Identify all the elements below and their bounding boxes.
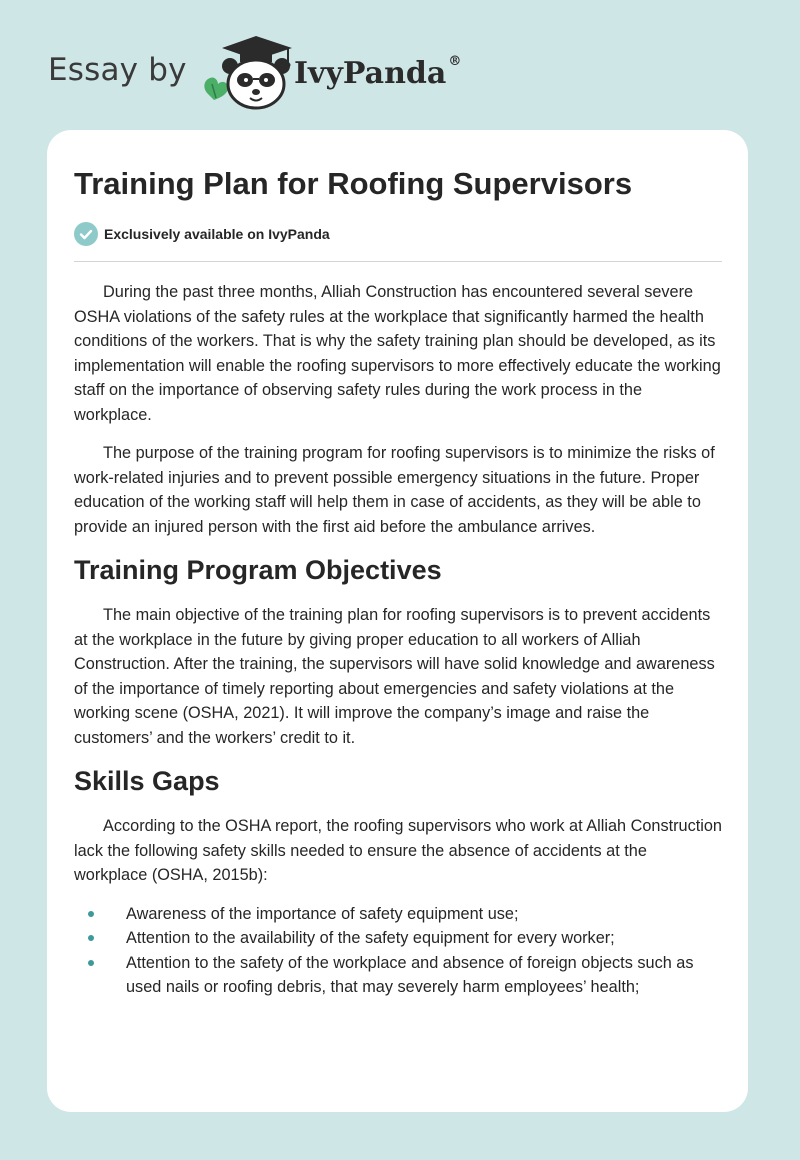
exclusive-badge [74,222,330,246]
list-item-text: Attention to the availability of the safety equipment for every worker; [126,929,615,947]
article-card [47,130,748,1112]
list-item-text: Attention to the safety of the workplace and absence of foreign objects such as used nails or roofing debris, that may severely harm employees’ health; [126,953,694,996]
paragraph: According to the OSHA report, the roofing supervisors who work at Alliah Construction lack the following safety skills needed to ensure the absence of accidents at the workplace (OSHA, 2015b): [74,817,722,884]
panda-logo-icon [200,32,300,112]
bullet-icon [88,935,94,941]
paragraph: During the past three months, Alliah Construction has encountered several severe OSHA violations of the safety rules at the workplace that significantly harmed the health conditions of the workers. That is why the safety training plan should be developed, as its implementation will enable the roofing supervisors to more effectively educate the working staff on the importance of observing safety rules during the work process in the workplace. [74,283,721,424]
article-body [74,280,722,1000]
list-item [74,951,722,1000]
list-item [74,926,722,951]
section-heading-skills-gaps: Skills Gaps [74,766,220,796]
exclusive-label: Exclusively available on IvyPanda [104,226,330,242]
divider [74,261,722,262]
paragraph: The main objective of the training plan for roofing supervisors is to prevent accidents at the workplace in the future by giving proper education to all workers of Alliah Construction. After the training, the supervisors will have solid knowledge and awareness of the importance of timely reporting about emergencies and safety violations at the working scene (OSHA, 2021). It will improve the company’s image and raise the customers’ and the workers’ credit to it. [74,606,715,747]
paragraph: The purpose of the training program for roofing supervisors is to minimize the risks of work-related injuries and to prevent possible emergency situations in the future. Proper education of the working staff will help them in case of accidents, as they will be able to provide an injured person with the first aid before the ambulance arrives. [74,444,715,536]
skills-gap-list [74,902,722,1000]
check-circle-icon [74,222,98,246]
page-title: Training Plan for Roofing Supervisors [74,166,633,201]
brand-name: IvyPanda ® [294,54,462,91]
list-item-text: Awareness of the importance of safety equipment use; [126,904,519,923]
list-item [74,902,722,927]
bullet-icon [88,960,94,966]
section-heading-objectives: Training Program Objectives [74,555,442,585]
essay-by-label: Essay by [48,52,187,88]
bullet-icon [88,911,94,917]
brand-logo[interactable] [48,32,568,112]
